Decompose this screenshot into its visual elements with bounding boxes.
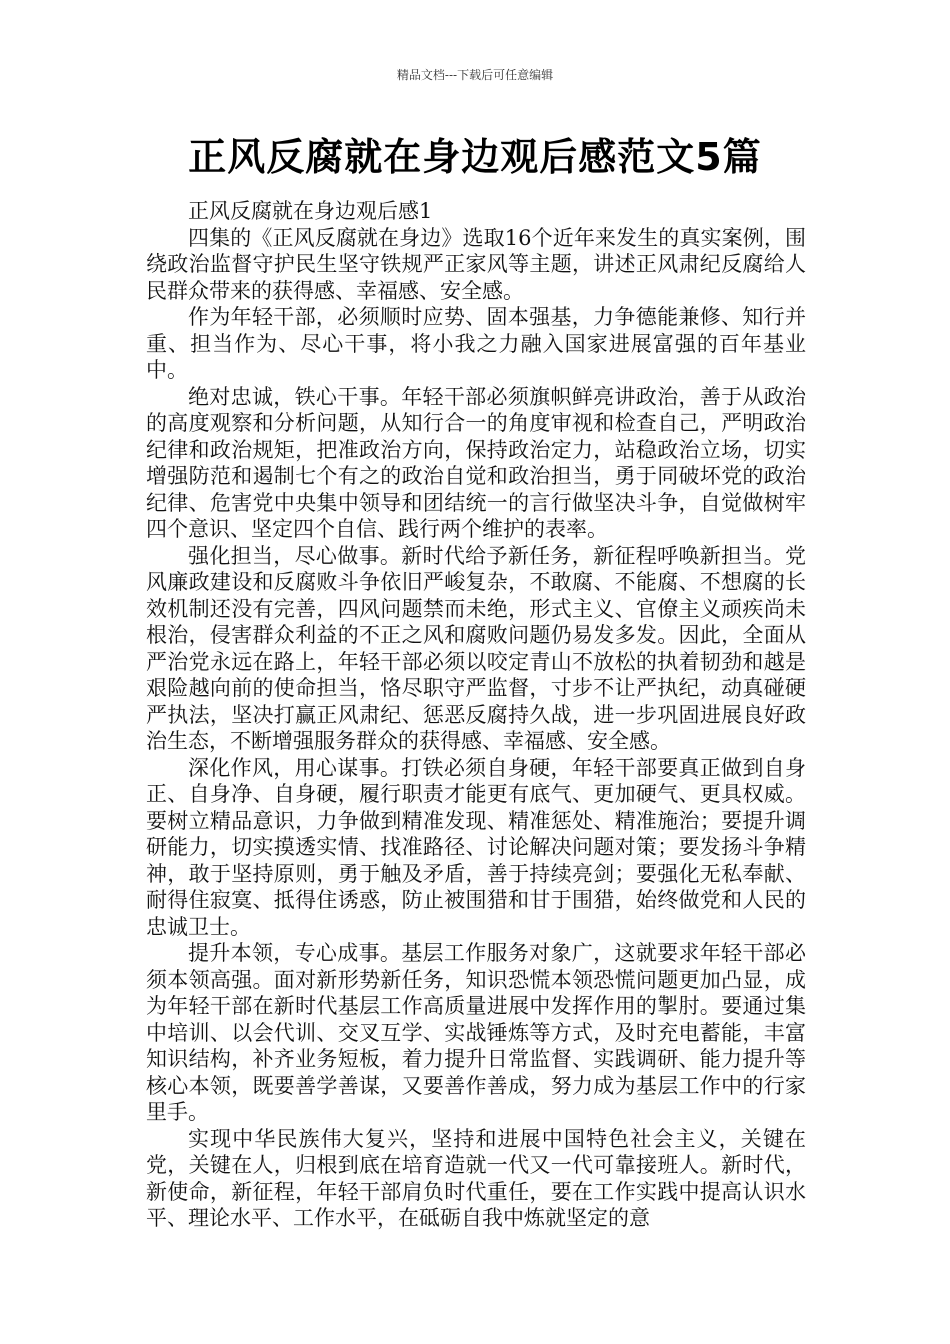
section-heading: 正风反腐就在身边观后感1 [188,199,433,223]
paragraph-loyalty: 绝对忠诚，铁心干事。年轻干部必须旗帜鲜亮讲政治，善于从政治的高度观察和分析问题，从知行合一的角度审视和检查自己，严明政治纪律和政治规矩，把准政治方向，保持政治定力，站稳政治立场，切实增强防范和遏制七个有之的政治自觉和政治担当，勇于同破坏党的政治纪律、危害党中央集中领导和团结统一的言行做坚决斗争，自觉做树牢四个意识、坚定四个自信、践行两个维护的表率。 [146,384,806,541]
paragraph-skills: 提升本领，专心成事。基层工作服务对象广，这就要求年轻干部必须本领高强。面对新形势新任务，知识恐慌本领恐慌问题更加凸显，成为年轻干部在新时代基层工作高质量进展中发挥作用的掣肘。要通过集中培训、以会代训、交叉互学、实战锤炼等方式，及时充电蓄能，丰富知识结构，补齐业务短板，着力提升日常监督、实践调研、能力提升等核心本领，既要善学善谋，又要善作善成，努力成为基层工作中的行家里手。 [146,941,806,1124]
document-title: 正风反腐就在身边观后感范文5篇 [188,135,762,179]
paragraph-conclusion: 实现中华民族伟大复兴，坚持和进展中国特色社会主义，关键在党，关键在人，归根到底在培育造就一代又一代可靠接班人。新时代，新使命，新征程，年轻干部肩负时代重任，要在工作实践中提高认识水平、理论水平、工作水平，在砥砺自我中炼就坚定的意 [146,1126,806,1230]
document-body [146,198,806,1232]
paragraph-young-cadres: 作为年轻干部，必须顺时应势、固本强基，力争德能兼修、知行并重、担当作为、尽心干事，将小我之力融入国家进展富强的百年基业中。 [146,305,806,382]
header-note: 精品文档---下载后可任意编辑 [396,68,554,82]
paragraph-intro: 四集的《正风反腐就在身边》选取16个近年来发生的真实案例，围绕政治监督守护民生坚守铁规严正家风等主题，讲述正风肃纪反腐给人民群众带来的获得感、幸福感、安全感。 [146,225,806,303]
paragraph-responsibility: 强化担当，尽心做事。新时代给予新任务，新征程呼唤新担当。党风廉政建设和反腐败斗争依旧严峻复杂，不敢腐、不能腐、不想腐的长效机制还没有完善，四风问题禁而未绝，形式主义、官僚主义顽疾尚未根治，侵害群众利益的不正之风和腐败问题仍易发多发。因此，全面从严治党永远在路上，年轻干部必须以咬定青山不放松的执着韧劲和越是艰险越向前的使命担当，恪尽职守严监督，寸步不让严执纪，动真碰硬严执法，坚决打赢正风肃纪、惩恶反腐持久战，进一步巩固进展良好政治生态，不断增强服务群众的获得感、幸福感、安全感。 [146,543,806,753]
paragraph-work-style: 深化作风，用心谋事。打铁必须自身硬，年轻干部要真正做到自身正、自身净、自身硬，履行职责才能更有底气、更加硬气、更具权威。要树立精品意识，力争做到精准发现、精准惩处、精准施治；要提升调研能力，切实摸透实情、找准路径、讨论解决问题对策；要发扬斗争精神，敢于坚持原则，勇于触及矛盾，善于持续亮剑；要强化无私奉献、耐得住寂寞、抵得住诱惑，防止被围猎和甘于围猎，始终做党和人民的忠诚卫士。 [146,755,806,939]
